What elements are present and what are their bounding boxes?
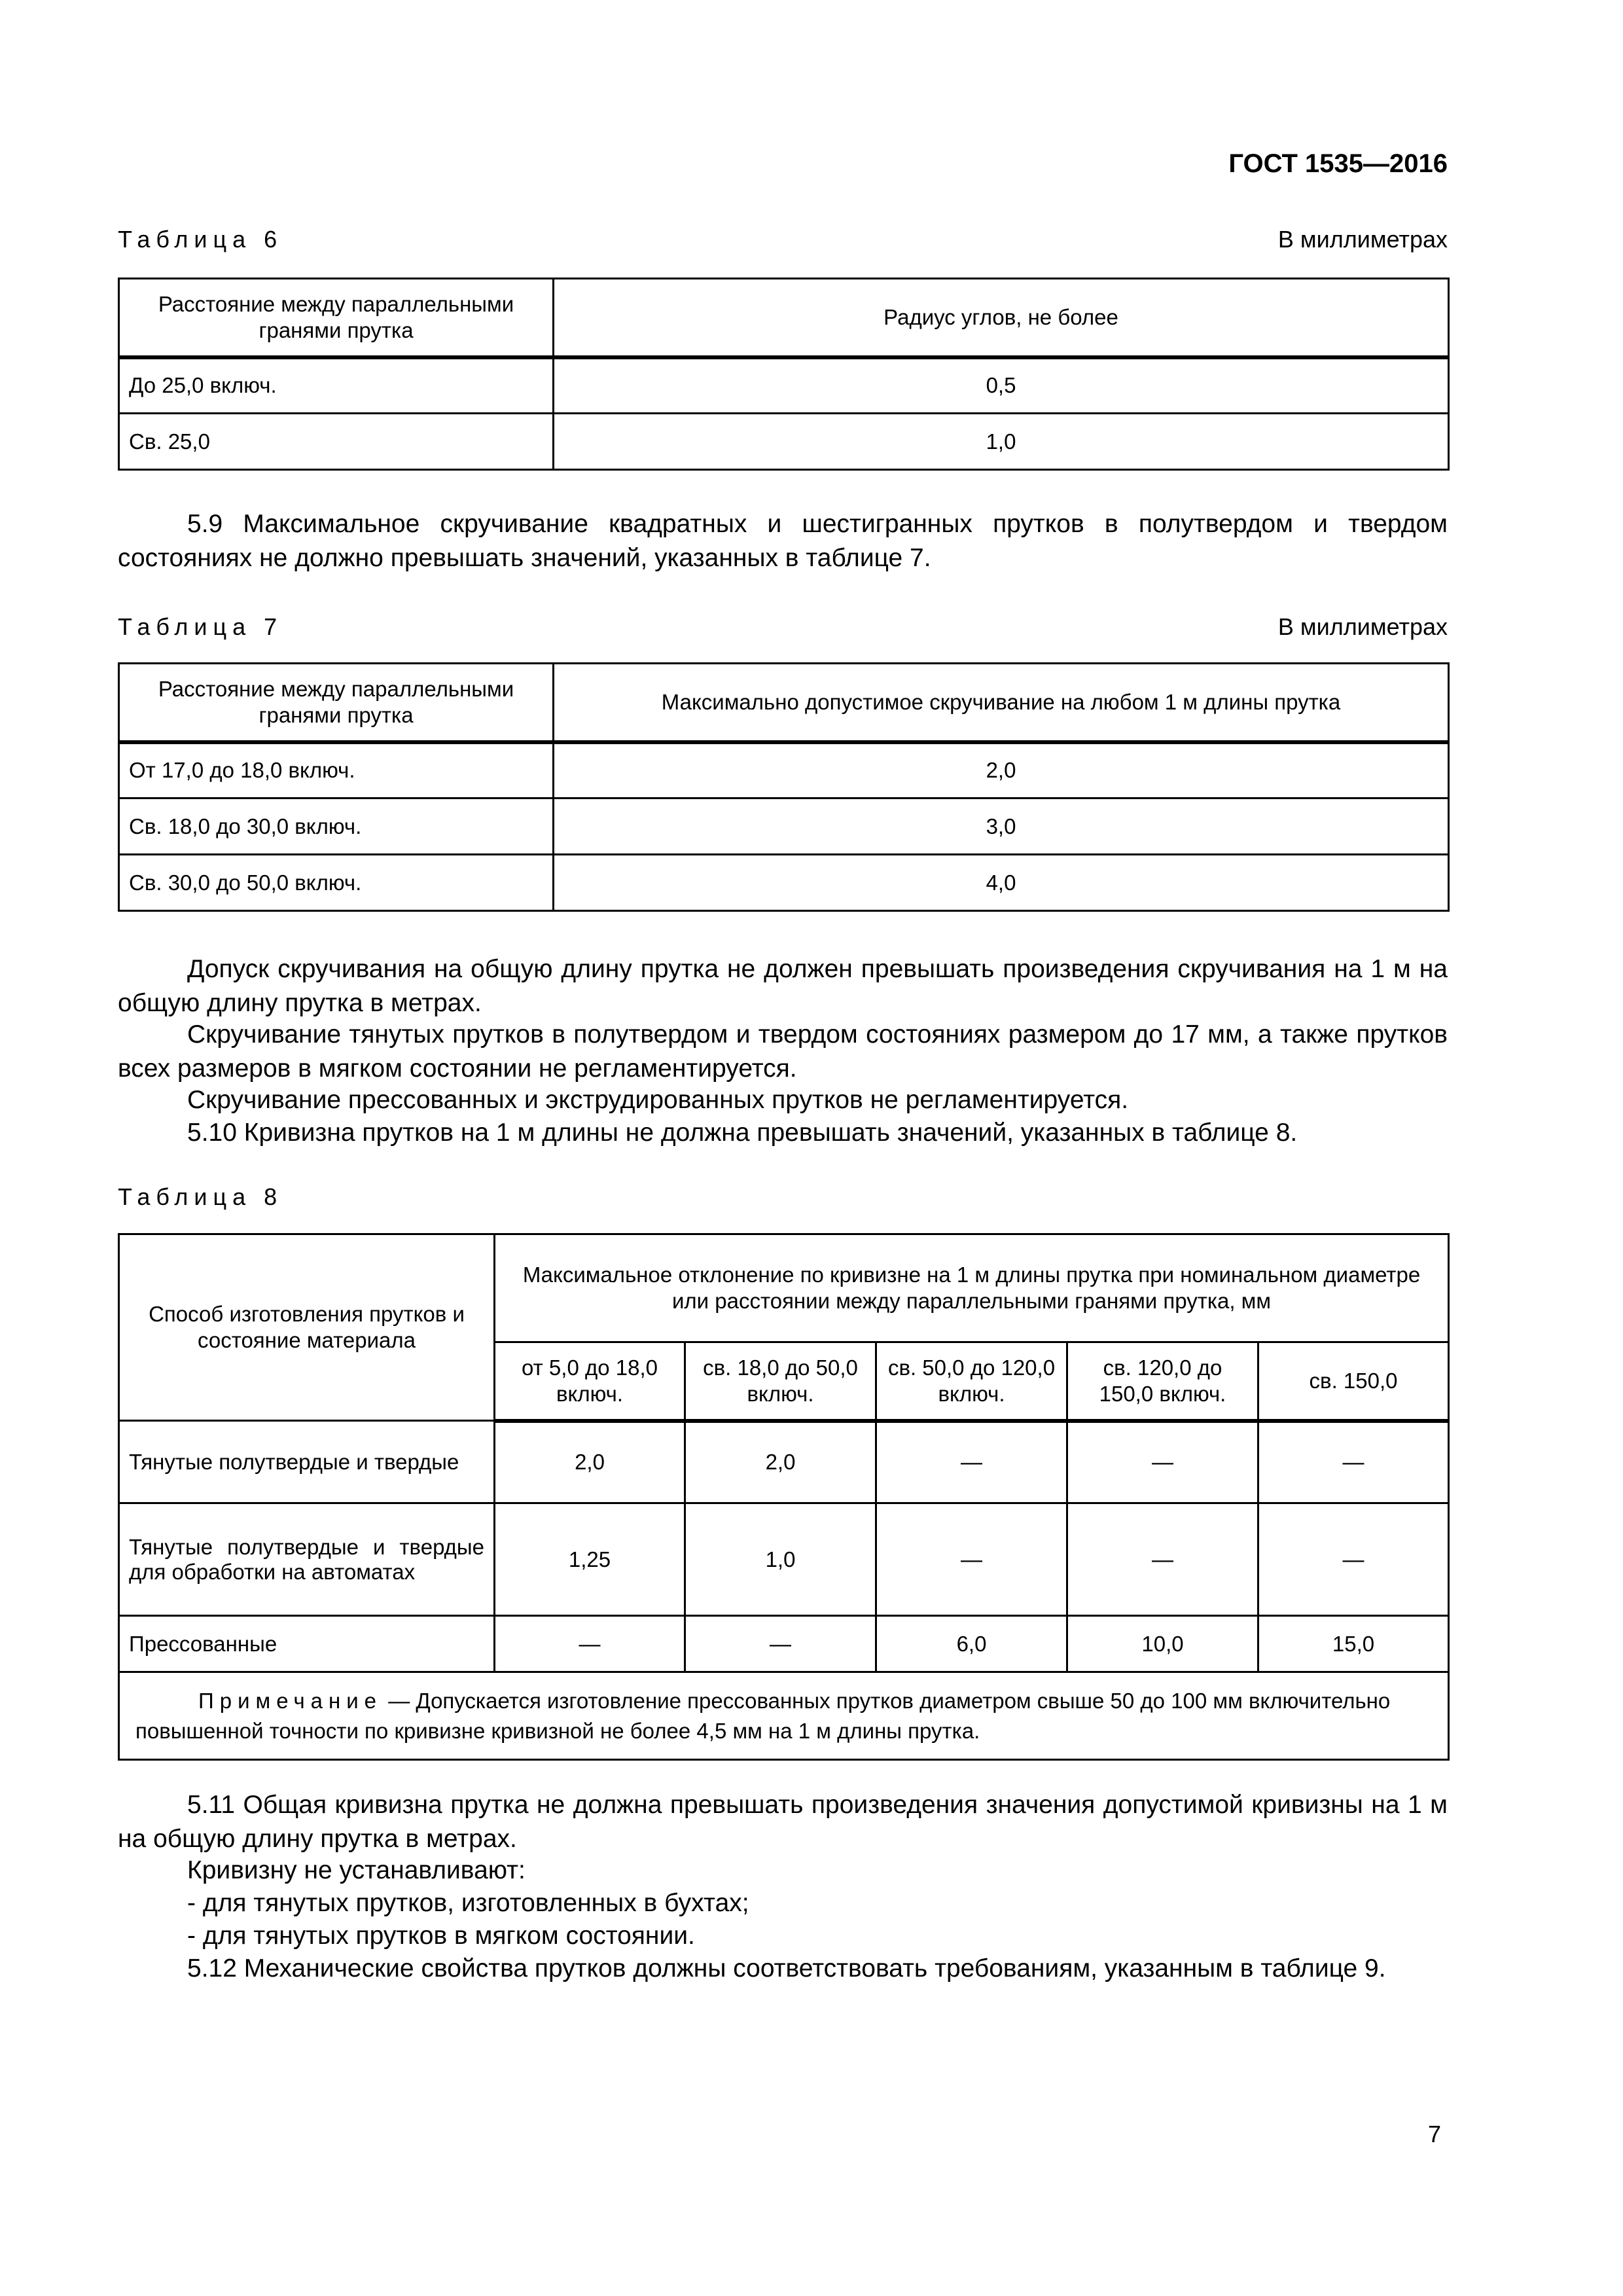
paragraph-5-12 [118, 1952, 1448, 1986]
table7-col1-header: Расстояние между параллельными гранями прутка [119, 664, 554, 742]
table8-caption: Таблица 8 [118, 1183, 283, 1210]
table8-cell: 10,0 [1067, 1616, 1258, 1672]
table7-range: Св. 18,0 до 30,0 включ. [119, 798, 554, 855]
table8-cell: — [1258, 1421, 1449, 1503]
table7-range: От 17,0 до 18,0 включ. [119, 742, 554, 798]
note-text: — Допускается изготовление прессованных прутков диаметром свыше 50 до 100 мм включительно повышенной точности по кривизне кривизной не более 4,5 мм на 1 м длины прутка. [135, 1688, 1391, 1743]
table8-row-label: Тянутые полутвердые и твердые [119, 1421, 495, 1503]
table8-subheader: св. 50,0 до 120,0 включ. [876, 1342, 1067, 1421]
table8-cell: — [1067, 1503, 1258, 1616]
paragraph-twist-tolerance [118, 952, 1448, 1020]
table7-value: 4,0 [554, 855, 1449, 911]
page-number: 7 [1427, 2121, 1441, 2147]
table8-cell: 6,0 [876, 1616, 1067, 1672]
paragraph-text: Скручивание тянутых прутков в полутвердом и твердом состояниях размером до 17 мм, а также прутков всех размеров в мягком состоянии не регламентируется. [118, 1020, 1448, 1083]
table8-cell: — [1258, 1503, 1449, 1616]
paragraph-5-11 [118, 1788, 1448, 1856]
table8-group-header: Максимальное отклонение по кривизне на 1 м длины прутка при номинальном диаметре или расстоянии между параллельными гранями прутка, мм [495, 1234, 1449, 1342]
document-id: ГОСТ 1535—2016 [1228, 149, 1448, 178]
table7-caption: Таблица 7 [118, 613, 283, 640]
table8-cell: 1,25 [495, 1503, 685, 1616]
table8-cell: — [876, 1421, 1067, 1503]
paragraph-text: 5.11 Общая кривизна прутка не должна превышать произведения значения допустимой кривизны на 1 м на общую длину прутка в метрах. [118, 1791, 1448, 1853]
paragraph-text: Допуск скручивания на общую длину прутка не должен превышать произведения скручивания на 1 м на общую длину прутка в метрах. [118, 955, 1448, 1017]
table-row [119, 1616, 1449, 1672]
table-row [119, 357, 1449, 414]
paragraph-text: Скручивание прессованных и экструдированных прутков не регламентируется. [187, 1086, 1129, 1114]
table-6 [118, 278, 1450, 471]
table8-cell: — [495, 1616, 685, 1672]
table-8 [118, 1233, 1450, 1761]
table8-cell: 15,0 [1258, 1616, 1449, 1672]
note-label: Примечание [198, 1688, 383, 1713]
table8-cell: 1,0 [685, 1503, 876, 1616]
table8-row-label: Тянутые полутвердые и твердые для обработки на автоматах [119, 1503, 495, 1616]
table8-cell: 2,0 [495, 1421, 685, 1503]
paragraph-curvature-not-set [118, 1854, 1448, 1888]
table8-cell: — [1067, 1421, 1258, 1503]
table6-range: До 25,0 включ. [119, 357, 554, 414]
paragraph-text: - для тянутых прутков, изготовленных в бухтах; [187, 1889, 749, 1917]
table7-value: 2,0 [554, 742, 1449, 798]
table8-subheader: от 5,0 до 18,0 включ. [495, 1342, 685, 1421]
table7-units: В миллиметрах [1277, 613, 1448, 640]
table8-col1-header: Способ изготовления прутков и состояние материала [119, 1234, 495, 1421]
table8-note [119, 1672, 1449, 1760]
table8-cell: — [876, 1503, 1067, 1616]
paragraph-twist-pressed [118, 1083, 1448, 1117]
paragraph-text: Кривизну не устанавливают: [187, 1856, 526, 1884]
paragraph-twist-drawn [118, 1018, 1448, 1086]
table-row [119, 742, 1449, 798]
table8-cell: 2,0 [685, 1421, 876, 1503]
table-row [119, 798, 1449, 855]
table8-subheader: св. 120,0 до 150,0 включ. [1067, 1342, 1258, 1421]
table8-row-label: Прессованные [119, 1616, 495, 1672]
table6-value: 0,5 [554, 357, 1449, 414]
paragraph-text: 5.10 Кривизна прутков на 1 м длины не должна превышать значений, указанных в таблице 8. [187, 1119, 1298, 1147]
table6-units: В миллиметрах [1277, 226, 1448, 253]
list-item [118, 1886, 1448, 1920]
table6-caption: Таблица 6 [118, 226, 283, 253]
paragraph-5-9 [118, 507, 1448, 575]
paragraph-text: - для тянутых прутков в мягком состоянии. [187, 1922, 695, 1950]
table7-col2-header: Максимально допустимое скручивание на любом 1 м длины прутка [554, 664, 1449, 742]
table7-range: Св. 30,0 до 50,0 включ. [119, 855, 554, 911]
table-row [119, 855, 1449, 911]
table8-subheader: св. 18,0 до 50,0 включ. [685, 1342, 876, 1421]
table-row [119, 1421, 1449, 1503]
table7-value: 3,0 [554, 798, 1449, 855]
table6-value: 1,0 [554, 414, 1449, 470]
table8-subheader: св. 150,0 [1258, 1342, 1449, 1421]
list-item [118, 1919, 1448, 1953]
table-row [119, 414, 1449, 470]
paragraph-5-10 [118, 1116, 1448, 1150]
table6-col1-header: Расстояние между параллельными гранями прутка [119, 279, 554, 357]
table8-cell: — [685, 1616, 876, 1672]
table-row [119, 1503, 1449, 1616]
paragraph-text: 5.12 Механические свойства прутков должны соответствовать требованиям, указанным в таблице 9. [187, 1954, 1386, 1982]
table6-col2-header: Радиус углов, не более [554, 279, 1449, 357]
table-7 [118, 662, 1450, 912]
paragraph-text: 5.9 Максимальное скручивание квадратных и шестигранных прутков в полутвердом и твердом состояниях не должно превышать значений, указанных в таблице 7. [118, 510, 1448, 572]
table6-range: Св. 25,0 [119, 414, 554, 470]
